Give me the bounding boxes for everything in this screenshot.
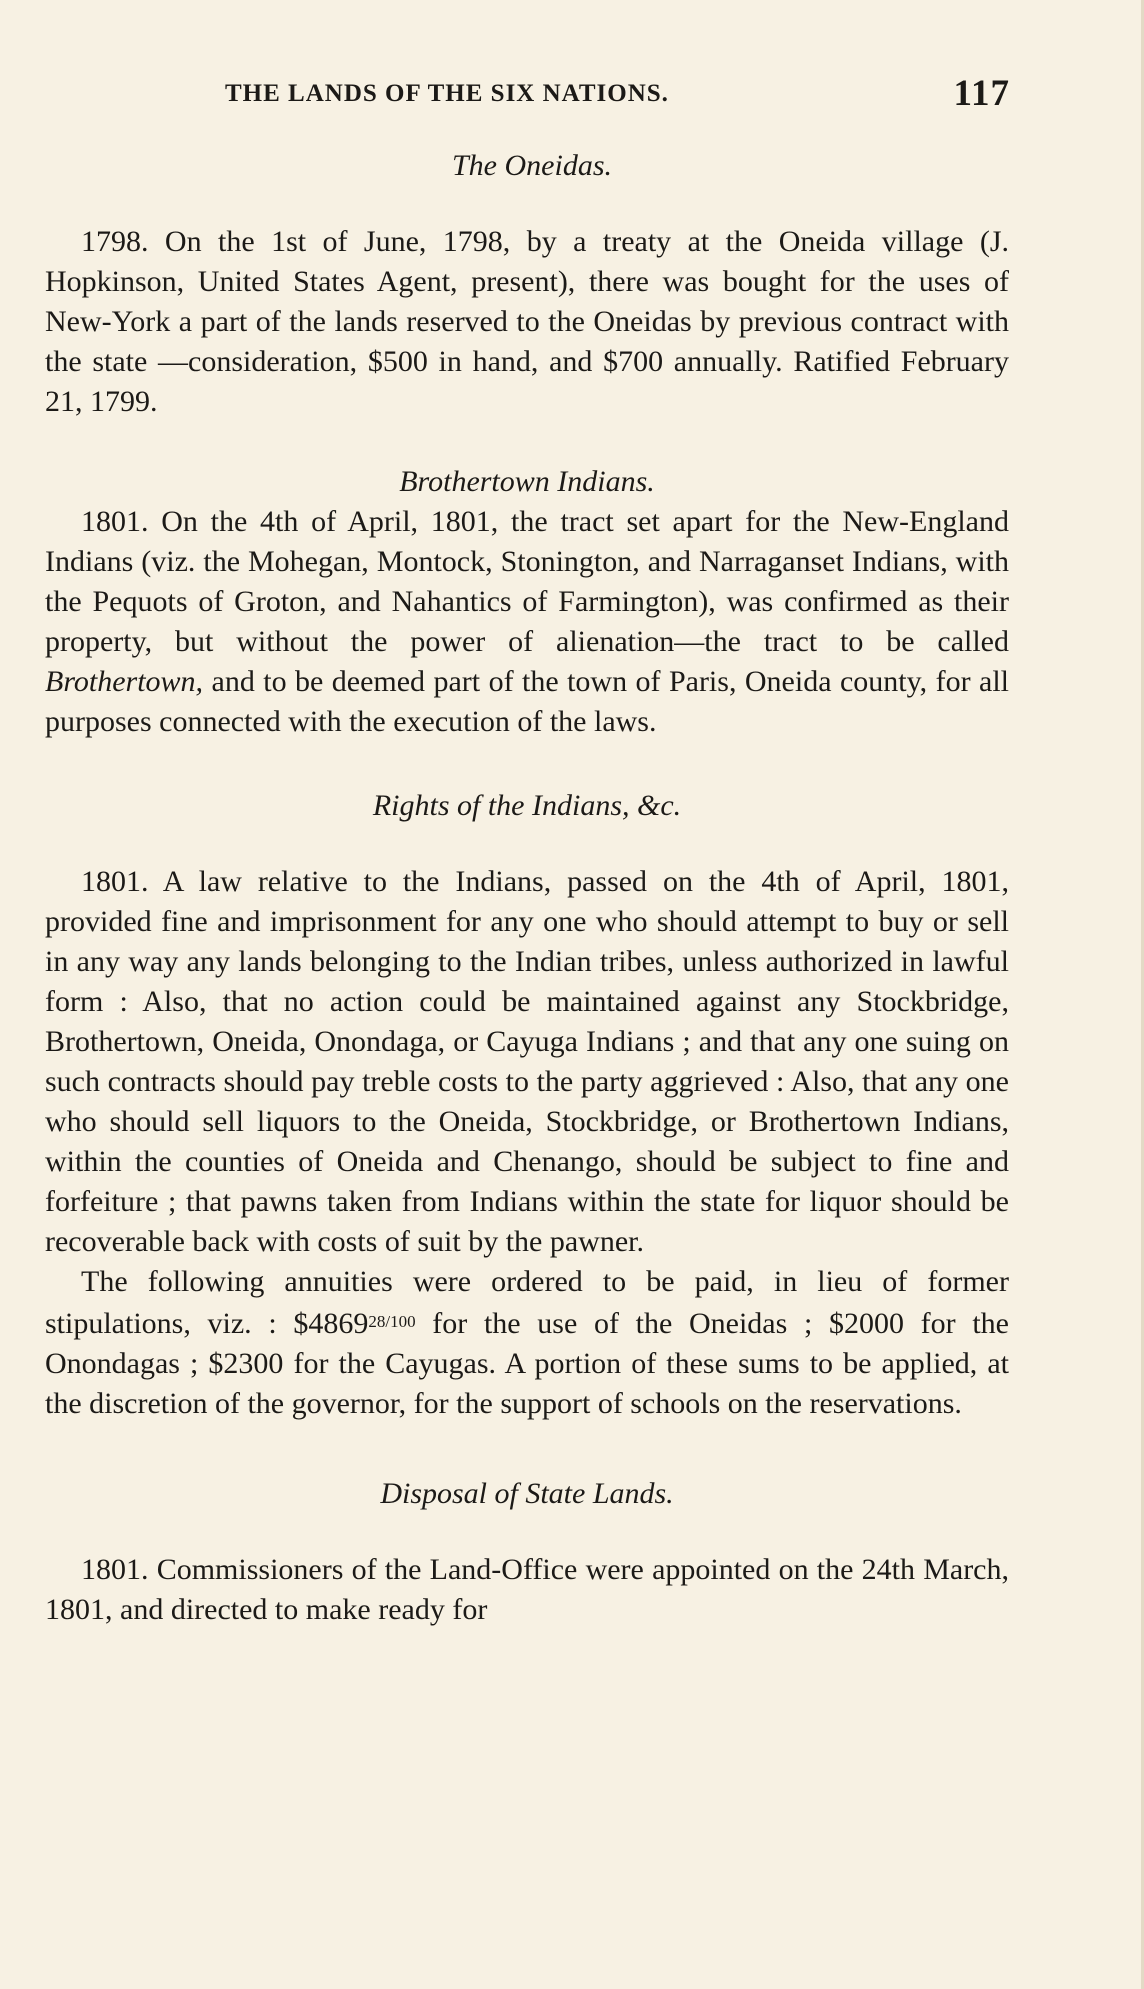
page-body xyxy=(45,146,1009,1630)
paragraph-state-lands-1801: 1801. Commissioners of the Land-Office were appointed on the 24th March, 1801, and directed to make ready for xyxy=(45,1553,1009,1626)
section-state-lands xyxy=(45,1474,1009,1630)
section-rights xyxy=(45,786,1009,1424)
section-brothertown xyxy=(45,462,1009,742)
section-heading-brothertown: Brothertown Indians. xyxy=(399,465,655,498)
section-heading-oneidas: The Oneidas. xyxy=(452,149,612,182)
paragraph-rights-1801: 1801. A law relative to the Indians, passed on the 4th of April, 1801, provided fine and imprisonment for any one who should attempt to buy or sell in any way any lands belonging to the Indian tribes, unless authorized in lawful form : Also, that no action could be maintained against any Stockbridge, Brothertown, Oneida, Onondaga, or Cayuga Indians ; and that any one suing on such contracts should pay treble costs to the party aggrieved : Also, that any one who should sell liquors to the Oneida, Stockbridge, or Brothertown Indians, within the counties of Oneida and Chenango, should be subject to fine and forfeiture ; that pawns taken from Indians within the state for liquor should be recoverable back with costs of suit by the pawner. xyxy=(45,865,1009,1258)
annuities-text-a: The following annuities were ordered to be paid, in lieu of former stipulations, viz. : $4869 xyxy=(45,1265,1009,1340)
section-oneidas xyxy=(45,146,1009,422)
brothertown-text-a: 1801. On the 4th of April, 1801, the tract set apart for the New-England Indians (viz. the Mohegan, Montock, Stonington, and Narraganset Indians, with the Pequots of Groton, and Nahantics of Farmington), was confirmed as their property, but without the power of alienation—the tract to be called xyxy=(45,505,1009,658)
brothertown-italic-name: Brothertown, xyxy=(45,665,204,698)
running-title: THE LANDS OF THE SIX NATIONS. xyxy=(225,80,669,107)
annuities-text-b: for the use of the Oneidas ; $2000 for the Onondagas ; $2300 for the Cayugas. A portion of these sums to be applied, at the discretion of the governor, for the support of schools on the reservations. xyxy=(45,1307,1009,1420)
paragraph-annuities xyxy=(45,1262,1009,1424)
section-heading-state-lands: Disposal of State Lands. xyxy=(380,1477,674,1510)
paragraph-brothertown-1801 xyxy=(45,502,1009,742)
annuity-fraction: 28/100 xyxy=(368,1312,416,1331)
brothertown-text-b: and to be deemed part of the town of Paris, Oneida county, for all purposes connected with the execution of the laws. xyxy=(45,665,1009,738)
paragraph-oneidas-1798: 1798. On the 1st of June, 1798, by a treaty at the Oneida village (J. Hopkinson, United States Agent, present), there was bought for the uses of New-York a part of the lands reserved to the Oneidas by previous contract with the state —consideration, $500 in hand, and $700 annually. Ratified February 21, 1799. xyxy=(45,225,1009,418)
section-heading-rights: Rights of the Indians, &c. xyxy=(372,789,682,822)
page-number: 117 xyxy=(953,73,1010,114)
